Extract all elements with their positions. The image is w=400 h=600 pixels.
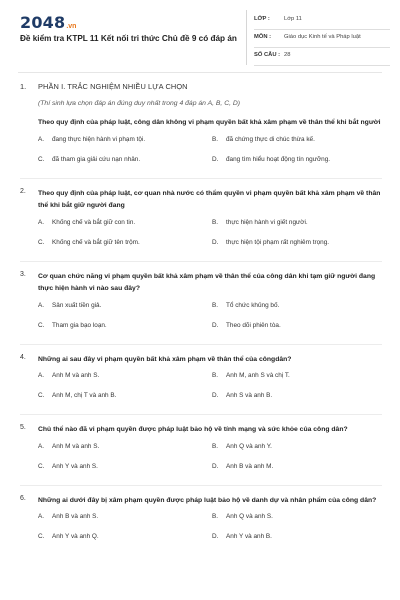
info-row-subject	[254, 30, 390, 48]
option-text: Anh Y và anh Q.	[52, 533, 99, 540]
option-letter: A.	[38, 135, 45, 143]
question-item	[20, 424, 382, 475]
option-text: thực hiện tội phạm rất nghiêm trọng.	[226, 238, 330, 246]
option-text: Anh B và anh S.	[52, 513, 99, 520]
option-letter: B.	[212, 442, 219, 450]
section-title: PHẦN I. TRẮC NGHIỆM NHIỀU LỰA CHỌN	[38, 82, 188, 91]
page-header	[0, 0, 400, 72]
answer-option-a[interactable]	[38, 219, 212, 231]
option-text: Tham gia bạo loạn.	[52, 321, 107, 329]
answer-option-b[interactable]	[212, 219, 382, 231]
answer-option-b[interactable]	[212, 372, 382, 384]
question-text: Theo quy định của pháp luật, công dân không vi phạm quyền bất khả xâm phạm về thân thể khi bắt người	[38, 119, 381, 126]
option-text: Khống chế và bắt giữ tên trộm.	[52, 238, 140, 246]
question-number: 6.	[20, 494, 26, 502]
answer-option-b[interactable]	[212, 513, 382, 525]
option-letter: D.	[212, 533, 219, 540]
answer-option-d[interactable]	[212, 156, 382, 168]
question-number: 4.	[20, 353, 26, 361]
option-letter: C.	[38, 321, 45, 329]
option-letter: D.	[212, 155, 219, 163]
option-text: Anh Q và anh Y.	[226, 442, 272, 450]
info-value: Lớp 11	[284, 16, 302, 22]
info-row-question-count	[254, 48, 390, 66]
exam-content	[20, 82, 382, 555]
option-text: đang thực hiện hành vi phạm tội.	[52, 135, 146, 143]
answer-option-b[interactable]	[212, 443, 382, 455]
option-text: Anh Y và anh B.	[226, 533, 272, 540]
answer-options	[38, 443, 382, 475]
info-label: MÔN :	[254, 34, 272, 40]
answer-option-b[interactable]	[212, 302, 382, 314]
info-value: Giáo dục Kinh tế và Pháp luật	[284, 34, 361, 40]
option-letter: B.	[212, 513, 219, 520]
page-title: Đề kiểm tra KTPL 11 Kết nối tri thức Chủ đề 9 có đáp án	[20, 34, 237, 43]
info-label: SỐ CÂU :	[254, 52, 281, 58]
section-number: 1.	[20, 82, 27, 91]
option-letter: B.	[212, 372, 219, 379]
answer-option-d[interactable]	[212, 239, 382, 251]
option-text: Anh Q và anh S.	[226, 513, 273, 520]
option-text: Tổ chức khủng bố.	[226, 301, 280, 309]
logo-text: 2048	[20, 13, 66, 32]
option-letter: A.	[38, 218, 45, 226]
question-item	[20, 188, 382, 251]
header-divider	[246, 10, 247, 65]
question-text: Chủ thể nào đã vi phạm quyền được pháp luật bảo hộ về tính mạng và sức khỏe của công dân?	[38, 426, 348, 433]
question-item	[20, 495, 382, 546]
question-number: 3.	[20, 270, 26, 278]
site-logo[interactable]	[20, 13, 76, 32]
option-text: Khống chế và bắt giữ con tin.	[52, 218, 136, 226]
answer-option-a[interactable]	[38, 443, 212, 455]
info-row-class	[254, 12, 390, 30]
option-letter: D.	[212, 238, 219, 246]
option-letter: C.	[38, 155, 45, 163]
answer-options	[38, 136, 382, 168]
info-value: 28	[284, 52, 291, 58]
answer-option-c[interactable]	[38, 156, 212, 168]
question-divider	[20, 178, 382, 179]
instruction-text: (Thí sinh lựa chọn đáp án đúng duy nhất trong 4 đáp án A, B, C, D)	[38, 100, 241, 107]
question-text: Những ai dưới đây bị xâm phạm quyền được pháp luật bảo hộ về danh dự và nhân phẩm của công dân?	[38, 496, 377, 504]
header-separator	[18, 72, 382, 73]
answer-option-d[interactable]	[212, 322, 382, 334]
info-label: LỚP :	[254, 16, 270, 22]
answer-option-b[interactable]	[212, 136, 382, 148]
option-text: Sản xuất tiền giả.	[52, 301, 102, 309]
question-text: Theo quy định của pháp luật, cơ quan nhà nước có thẩm quyền vi phạm quyền bất khả xâm phạm về thân thể khi bắt giữ người đang	[38, 189, 381, 209]
option-letter: D.	[212, 462, 219, 470]
option-letter: C.	[38, 392, 45, 399]
answer-options	[38, 513, 382, 545]
answer-options	[38, 372, 382, 404]
option-text: Anh M, anh S và chị T.	[226, 372, 290, 379]
option-letter: A.	[38, 372, 45, 379]
option-text: thực hiện hành vi giết người.	[226, 218, 308, 226]
question-divider	[20, 344, 382, 345]
option-text: đang tìm hiểu hoạt động tín ngưỡng.	[226, 155, 331, 163]
answer-option-c[interactable]	[38, 533, 212, 545]
option-letter: C.	[38, 533, 45, 540]
answer-option-c[interactable]	[38, 463, 212, 475]
question-item	[20, 271, 382, 334]
option-text: Anh M và anh S.	[52, 372, 100, 379]
option-text: Anh M, chị T và anh B.	[52, 392, 117, 399]
answer-option-d[interactable]	[212, 533, 382, 545]
answer-option-c[interactable]	[38, 239, 212, 251]
question-divider	[20, 485, 382, 486]
option-letter: D.	[212, 321, 219, 329]
answer-option-d[interactable]	[212, 392, 382, 404]
question-number: 5.	[20, 424, 26, 431]
option-letter: A.	[38, 513, 45, 520]
question-text: Những ai sau đây vi phạm quyền bất khả xâm phạm về thân thể của côngdân?	[38, 355, 292, 363]
answer-option-c[interactable]	[38, 392, 212, 404]
section-heading	[20, 82, 382, 100]
option-letter: A.	[38, 301, 45, 309]
answer-option-a[interactable]	[38, 136, 212, 148]
option-letter: B.	[212, 301, 219, 309]
option-text: Theo dõi phiên tòa.	[226, 321, 281, 329]
question-text: Cơ quan chức năng vi phạm quyền bất khả xâm phạm về thân thể của công dân khi tạm giữ người đang thực hiện hành vi nào sau đây?	[38, 272, 376, 292]
answer-option-a[interactable]	[38, 302, 212, 314]
option-text: Anh B và anh M.	[226, 462, 274, 470]
option-text: đã tham gia giải cứu nạn nhân.	[52, 155, 141, 163]
option-text: Anh Y và anh S.	[52, 462, 98, 470]
question-item	[20, 354, 382, 405]
option-letter: B.	[212, 135, 219, 143]
question-divider	[20, 414, 382, 415]
logo-suffix: .vn	[66, 23, 77, 30]
option-letter: B.	[212, 218, 219, 226]
option-letter: A.	[38, 442, 45, 450]
question-divider	[20, 261, 382, 262]
option-letter: C.	[38, 238, 45, 246]
question-number: 2.	[20, 187, 26, 195]
exam-info-box	[254, 12, 390, 66]
answer-option-c[interactable]	[38, 322, 212, 334]
option-letter: D.	[212, 392, 219, 399]
answer-option-a[interactable]	[38, 372, 212, 384]
question-item	[20, 117, 382, 168]
option-text: Anh S và anh B.	[226, 392, 273, 399]
option-letter: C.	[38, 462, 45, 470]
answer-options	[38, 219, 382, 251]
option-text: Anh M và anh S.	[52, 442, 100, 450]
answer-option-d[interactable]	[212, 463, 382, 475]
answer-option-a[interactable]	[38, 513, 212, 525]
option-text: đã chứng thực di chúc thừa kế.	[226, 135, 315, 143]
answer-options	[38, 302, 382, 334]
